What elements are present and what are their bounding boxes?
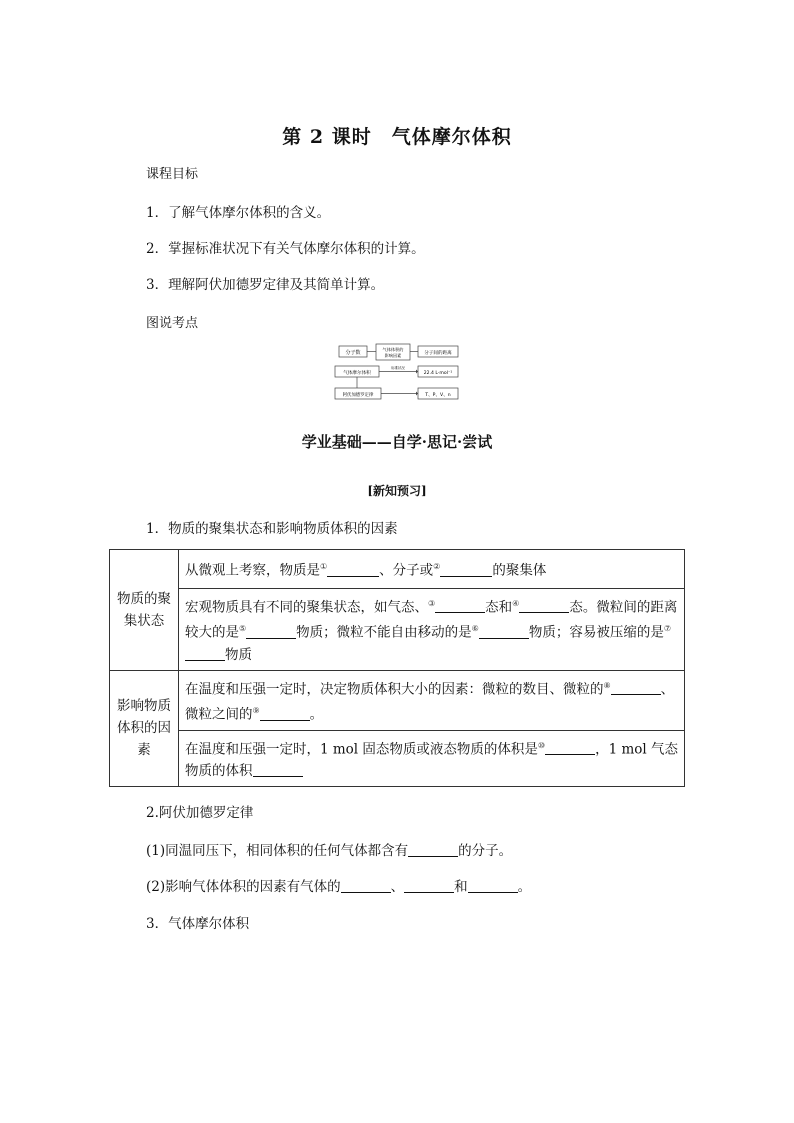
blank-7[interactable] bbox=[185, 646, 225, 661]
blank-2[interactable] bbox=[440, 562, 492, 577]
diagram-n2b: 影响因素 bbox=[384, 353, 402, 358]
diagram-n1: 分子数 bbox=[345, 350, 361, 356]
diagram-n2a: 气体体积的 bbox=[382, 347, 404, 352]
section-title: 学业基础——自学·思记·尝试 bbox=[301, 433, 493, 451]
blank-10[interactable] bbox=[545, 740, 595, 755]
row2-cell-b: 在温度和压强一定时，1 mol 固态物质或液态物质的体积是⑩ ，1 mol 气态物质的体积 bbox=[179, 730, 685, 787]
row1-cell-b: 宏观物质具有不同的聚集状态，如气态、③ 态和④ 态。微粒间的距离较大的是⑤ 物质；微粒不能自由移动的是⑥ 物质；容易被压缩的是⑦物质 bbox=[179, 588, 685, 670]
objectives-heading: 课程目标 bbox=[146, 167, 199, 182]
blank-5[interactable] bbox=[246, 624, 296, 639]
objective-item-2: 2．掌握标准状况下有关气体摩尔体积的计算。 bbox=[146, 241, 425, 257]
row1-cell-a: 从微观上考察，物质是① 、分子或② 的聚集体 bbox=[179, 550, 685, 589]
blank-6[interactable] bbox=[479, 624, 529, 639]
q1-title: 1．物质的聚集状态和影响物质体积的因素 bbox=[146, 521, 398, 537]
section-bracket: [新知预习] bbox=[367, 484, 427, 498]
blank-13[interactable] bbox=[341, 878, 391, 893]
objective-item-3: 3．理解阿伏加德罗定律及其简单计算。 bbox=[146, 277, 385, 293]
q2-item-2: (2)影响气体体积的因素有气体的 、 和 。 bbox=[146, 879, 532, 895]
diagram-n7: T、P、V、n bbox=[425, 393, 451, 398]
blank-1[interactable] bbox=[327, 562, 379, 577]
blank-15[interactable] bbox=[468, 878, 518, 893]
blank-3[interactable] bbox=[435, 598, 485, 613]
objective-item-1: 1．了解气体摩尔体积的含义。 bbox=[146, 205, 331, 221]
blank-9[interactable] bbox=[260, 706, 310, 721]
q2-title: 2.阿伏加德罗定律 bbox=[146, 805, 254, 821]
blank-14[interactable] bbox=[404, 878, 454, 893]
blank-11[interactable] bbox=[253, 762, 303, 777]
concept-diagram bbox=[332, 343, 464, 405]
row2-head: 影响物质体积的因素 bbox=[110, 670, 179, 787]
diagram-heading: 图说考点 bbox=[146, 316, 199, 331]
diagram-n3: 分子间的距离 bbox=[424, 351, 452, 356]
diagram-n6: 阿伏加德罗定律 bbox=[342, 393, 374, 398]
q3-title: 3．气体摩尔体积 bbox=[146, 916, 250, 932]
q2-item-1: (1)同温同压下，相同体积的任何气体都含有 的分子。 bbox=[146, 843, 513, 859]
row1-head: 物质的聚集状态 bbox=[110, 550, 179, 671]
row2-cell-a: 在温度和压强一定时，决定物质体积大小的因素：微粒的数目、微粒的⑧ 、微粒之间的⑨ 。 bbox=[179, 670, 685, 730]
states-table bbox=[109, 549, 685, 787]
diagram-arrow-label: 标准状况 bbox=[391, 366, 405, 370]
diagram-n4: 气体摩尔体积 bbox=[343, 371, 371, 376]
blank-4[interactable] bbox=[519, 598, 569, 613]
diagram-n5: 22.4 L·mol⁻¹ bbox=[423, 371, 453, 376]
blank-8[interactable] bbox=[611, 680, 661, 695]
blank-12[interactable] bbox=[408, 842, 458, 857]
page-title: 第 2 课时 气体摩尔体积 bbox=[282, 126, 512, 148]
